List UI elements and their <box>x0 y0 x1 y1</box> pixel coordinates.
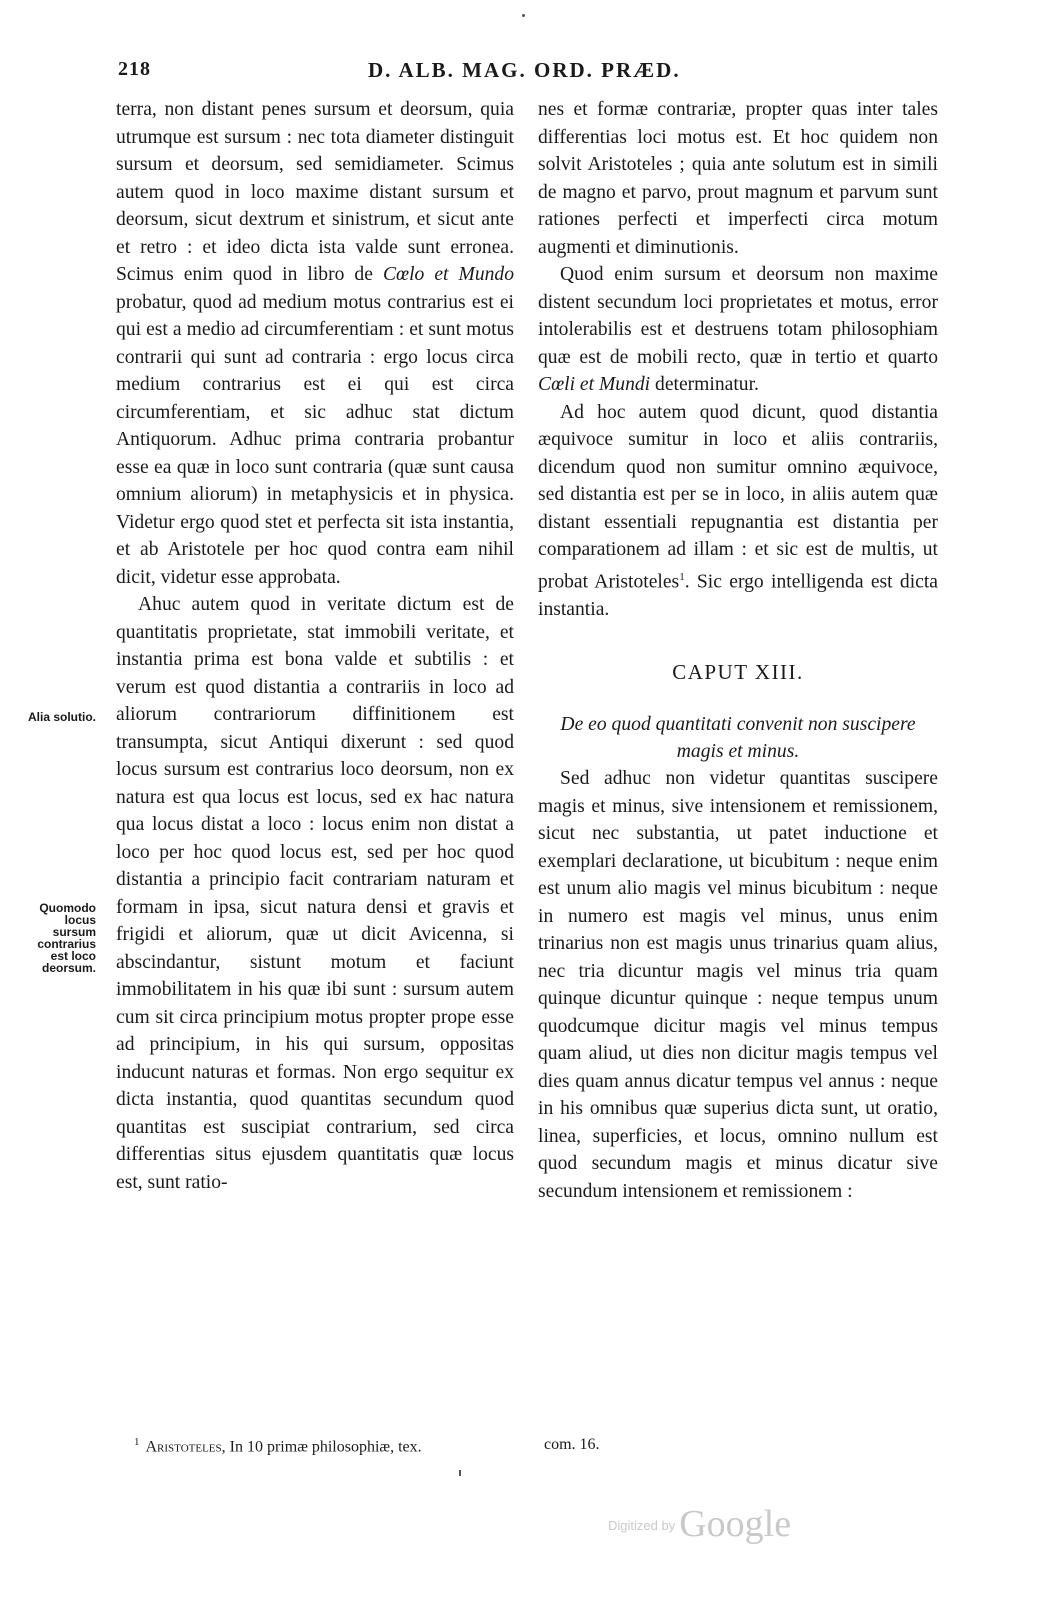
watermark-small: Digitized by <box>608 1518 676 1533</box>
chapter-title: CAPUT XIII. <box>672 660 804 685</box>
margin-note-quomodo-locus: Quomodo locus sursum contrarius est loco deorsum. <box>37 901 96 975</box>
digitized-watermark <box>608 1502 791 1546</box>
text-run: Quod enim sursum et deorsum non maxime distent secundum loci proprietates et motus, error intolerabilis est et destruens totam philosophiam quæ est de mobili recto, quæ in tertio et quarto <box>538 264 938 368</box>
text-run: . Sic ergo intelligenda est dicta instantia. <box>538 571 938 620</box>
footnote-mark: 1 <box>134 1436 140 1448</box>
book-title-italic: Cœli et Mundi <box>538 374 651 395</box>
right-paragraph-1: nes et formæ contrariæ, propter quas inter tales differentias loci motus est. Et hoc quidem non solvit Aristoteles ; quia ante solutum est in simili de magno et parvo, prout magnum et parvum sunt rationes perfecti et imperfecti circa motum augmenti et diminutionis. <box>538 99 938 258</box>
left-paragraph-2: Ahuc autem quod in veritate dictum est de quantitatis proprietate, stat immobili veritate, et instantia prima est bona valde et subtilis : et verum est quod distantia a contrariis in loco ad aliorum contrariorum diffinitionem est transumpta, sicut Antiqui dixerunt : sed quod locus sursum est contrarius loco deorsum, non ex natura est qua locus est locus, sed ex hac natura qua locus distat a loco : locus enim non distat a loco per hoc quod locus est, sed per hoc quod distantia a principio facit contrariam naturam et formam in ipsa, sicut natura densi et gravis et frigidi et aliorum, quæ ut dicit Avicenna, si abscindantur, sistunt motum et faciunt immobilitatem in his quæ ibi sunt : sursum autem cum sit circa principium motus propter prope esse ad principium, in his qui sursum, oppositas inducunt naturas et formas. Non ergo sequitur ex dicta instantia, quod quantitas secundum quod quantitas est suscipiat contrarium, sed circa differentias situs ejusdem quantitatis quæ locus est, sunt ratio- <box>116 594 514 1193</box>
google-logo: Google <box>679 1503 792 1545</box>
running-head: D. ALB. MAG. ORD. PRÆD. <box>368 58 681 82</box>
text-run: probatur, quod ad medium motus contrarius est ei qui est a medio ad circumferentiam : et sunt motus contrarii qui sunt ad contraria : ergo locus circa medium contrarius est ei qui est circa circumferentiam, et sic adhuc stat dictum Antiquorum. Adhuc prima contraria probantur esse ea quæ in loco sunt contraria (quæ sunt causa omnium aliorum) in metaphysicis et in physica. Videtur ergo quod stet et perfecta sit ista instantia, et ab Aristotele per hoc quod contra eam nihil dicit, videtur esse approbata. <box>116 291 514 588</box>
right-column <box>538 96 938 1205</box>
page-header <box>0 58 1039 88</box>
right-paragraph-2 <box>538 261 938 399</box>
left-column <box>116 96 514 1196</box>
footnote-right: com. 16. <box>544 1436 600 1453</box>
text-run: Ad hoc autem quod dicunt, quod distantia æquivoce sumitur in loco et aliis contrariis, dicendum quod non sumitur omnino æquivoce, sed distantia est per se in loco, in aliis autem quæ distant essentiali repugnantia est distantia per comparationem ad illam : et sic est de multis, ut probat Aristoteles <box>538 401 938 593</box>
ink-speck <box>459 1470 461 1476</box>
ink-speck <box>522 14 525 17</box>
footnote-reference: 1 <box>679 570 685 583</box>
footnote-author: Aristoteles <box>145 1438 222 1456</box>
footnote-text: , In 10 primæ philosophiæ, tex. <box>221 1438 422 1456</box>
text-run: determinatur. <box>650 374 759 395</box>
margin-note-alia-solutio: Alia solutio. <box>27 710 96 724</box>
book-title-italic: Cœlo et Mundo <box>382 264 515 285</box>
right-paragraph-4: Sed adhuc non videtur quantitas suscipere magis et minus, sive intensionem et remissionem, sicut nec substantia, ut patet inductione et exemplari declaratione, ut bicubitum : neque enim est unum alio magis vel minus bicubitum : neque in numero est magis vel minus, unus enim trinarius non est magis unus trinarius quam alius, nec tria dicuntur magis vel minus tria quam quinque dicuntur quinque : neque tempus unum quodcumque dicitur magis vel minus tempus quam aliud, ut dies non dicitur magis tempus vel dies quam annus dicatur tempus vel annus : neque in his omnibus quæ superius dicta sunt, ut oratio, linea, superficies, et locus, omnino nullum est quod secundum magis et minus dicatur sive secundum intensionem et remissionem : <box>538 768 938 1202</box>
right-paragraph-3 <box>538 399 938 624</box>
page-number: 218 <box>118 58 151 80</box>
text-run: terra, non distant penes sursum et deorsum, quia utrumque est sursum : nec tota diameter distinguit sursum et deorsum, sed semidiameter. Scimus autem quod in loco maxime distant sursum et deorsum, sicut dextrum et sinistrum, et sicut ante et retro : et ideo dicta ista valde sunt erronea. Scimus enim quod in libro de <box>116 99 514 285</box>
chapter-subtitle: De eo quod quantitati convenit non suscipere magis et minus. <box>560 714 916 763</box>
left-paragraph-1 <box>116 96 514 591</box>
footnote-left <box>134 1436 422 1456</box>
